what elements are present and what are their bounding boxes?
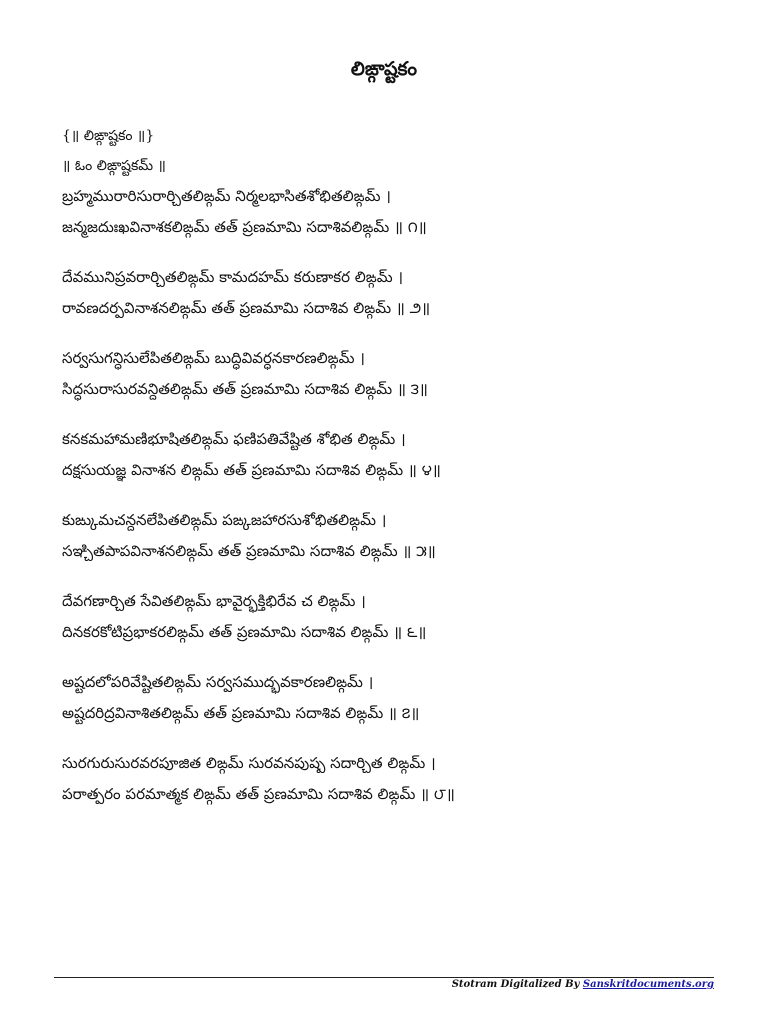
verse-line: అష్టదలోపరివేష్టితలిఙ్గమ్ సర్వసముద్భవకారణలిఙ్గమ్ । bbox=[62, 673, 374, 691]
footer-prefix: Stotram Digitalized By bbox=[451, 979, 583, 990]
verse-line: సురగురుసురవరపూజిత లిఙ్గమ్ సురవనపుష్ప సదార్చిత లిఙ్గమ్ । bbox=[62, 754, 436, 772]
page-title: లిఙ్గాష్టకం bbox=[350, 58, 418, 80]
verse-2 bbox=[62, 265, 722, 320]
verse-3 bbox=[62, 346, 722, 401]
verse-line: జన్మజదుఃఖవినాశకలిఙ్గమ్ తత్ ప్రణమామి సదాశివలిఙ్గమ్ ॥ ౧॥ bbox=[62, 218, 427, 236]
verse-line: దేవగణార్చిత సేవితలిఙ్గమ్ భావైర్భక్తిభిరేవ చ లిఙ్గమ్ । bbox=[62, 592, 366, 610]
verse-line: పరాత్పరం పరమాత్మక లిఙ్గమ్ తత్ ప్రణమామి సదాశివ లిఙ్గమ్ ॥ ౮॥ bbox=[62, 785, 455, 803]
verse-6 bbox=[62, 589, 722, 644]
verse-line: సర్వసుగన్ధిసులేపితలిఙ్గమ్ బుద్ధివివర్ధనకారణలిఙ్గమ్ । bbox=[62, 349, 365, 367]
document-body bbox=[62, 124, 722, 832]
verse-line: సఞ్చితపాపవినాశనలిఙ్గమ్ తత్ ప్రణమామి సదాశివ లిఙ్గమ్ ॥ ౫॥ bbox=[62, 542, 436, 560]
verse-7 bbox=[62, 670, 722, 725]
verse-line: దక్షసుయజ్ఞ వినాశన లిఙ్గమ్ తత్ ప్రణమామి సదాశివ లిఙ్గమ్ ॥ ౪॥ bbox=[62, 461, 441, 479]
header-line-1: {॥ లిఙ్గాష్టకం ॥} bbox=[62, 128, 155, 144]
footer-link[interactable]: Sanskritdocuments.org bbox=[582, 979, 714, 990]
footer-divider bbox=[54, 977, 714, 978]
verse-line: అష్టదరిద్రవినాశితలిఙ్గమ్ తత్ ప్రణమామి సదాశివ లిఙ్గమ్ ॥ ౭॥ bbox=[62, 704, 420, 722]
verse-4 bbox=[62, 427, 722, 482]
verse-line: రావణదర్పవినాశనలిఙ్గమ్ తత్ ప్రణమామి సదాశివ లిఙ్గమ్ ॥ ౨॥ bbox=[62, 299, 431, 317]
verse-line: దినకరకోటిప్రభాకరలిఙ్గమ్ తత్ ప్రణమామి సదాశివ లిఙ్గమ్ ॥ ౬॥ bbox=[62, 623, 427, 641]
verse-8 bbox=[62, 751, 722, 806]
verse-1 bbox=[62, 184, 722, 239]
verse-line: సిద్ధసురాసురవన్దితలిఙ్గమ్ తత్ ప్రణమామి సదాశివ లిఙ్గమ్ ॥ ౩॥ bbox=[62, 380, 428, 398]
footer-credit bbox=[452, 979, 714, 990]
verse-line: కుఙ్కుమచన్దనలేపితలిఙ్గమ్ పఙ్కజహారసుశోభితలిఙ్గమ్ । bbox=[62, 511, 387, 529]
verse-line: కనకమహామణిభూషితలిఙ్గమ్ ఫణిపతివేష్టిత శోభిత లిఙ్గమ్ । bbox=[62, 430, 406, 448]
verse-5 bbox=[62, 508, 722, 563]
header-line-2: ॥ ఓం లిఙ్గాష్టకమ్ ॥ bbox=[62, 158, 166, 174]
verse-line: దేవమునిప్రవరార్చితలిఙ్గమ్ కామదహమ్ కరుణాకర లిఙ్గమ్ । bbox=[62, 268, 404, 286]
verse-line: బ్రహ్మమురారిసురార్చితలిఙ్గమ్ నిర్మలభాసితశోభితలిఙ్గమ్ । bbox=[62, 187, 391, 205]
